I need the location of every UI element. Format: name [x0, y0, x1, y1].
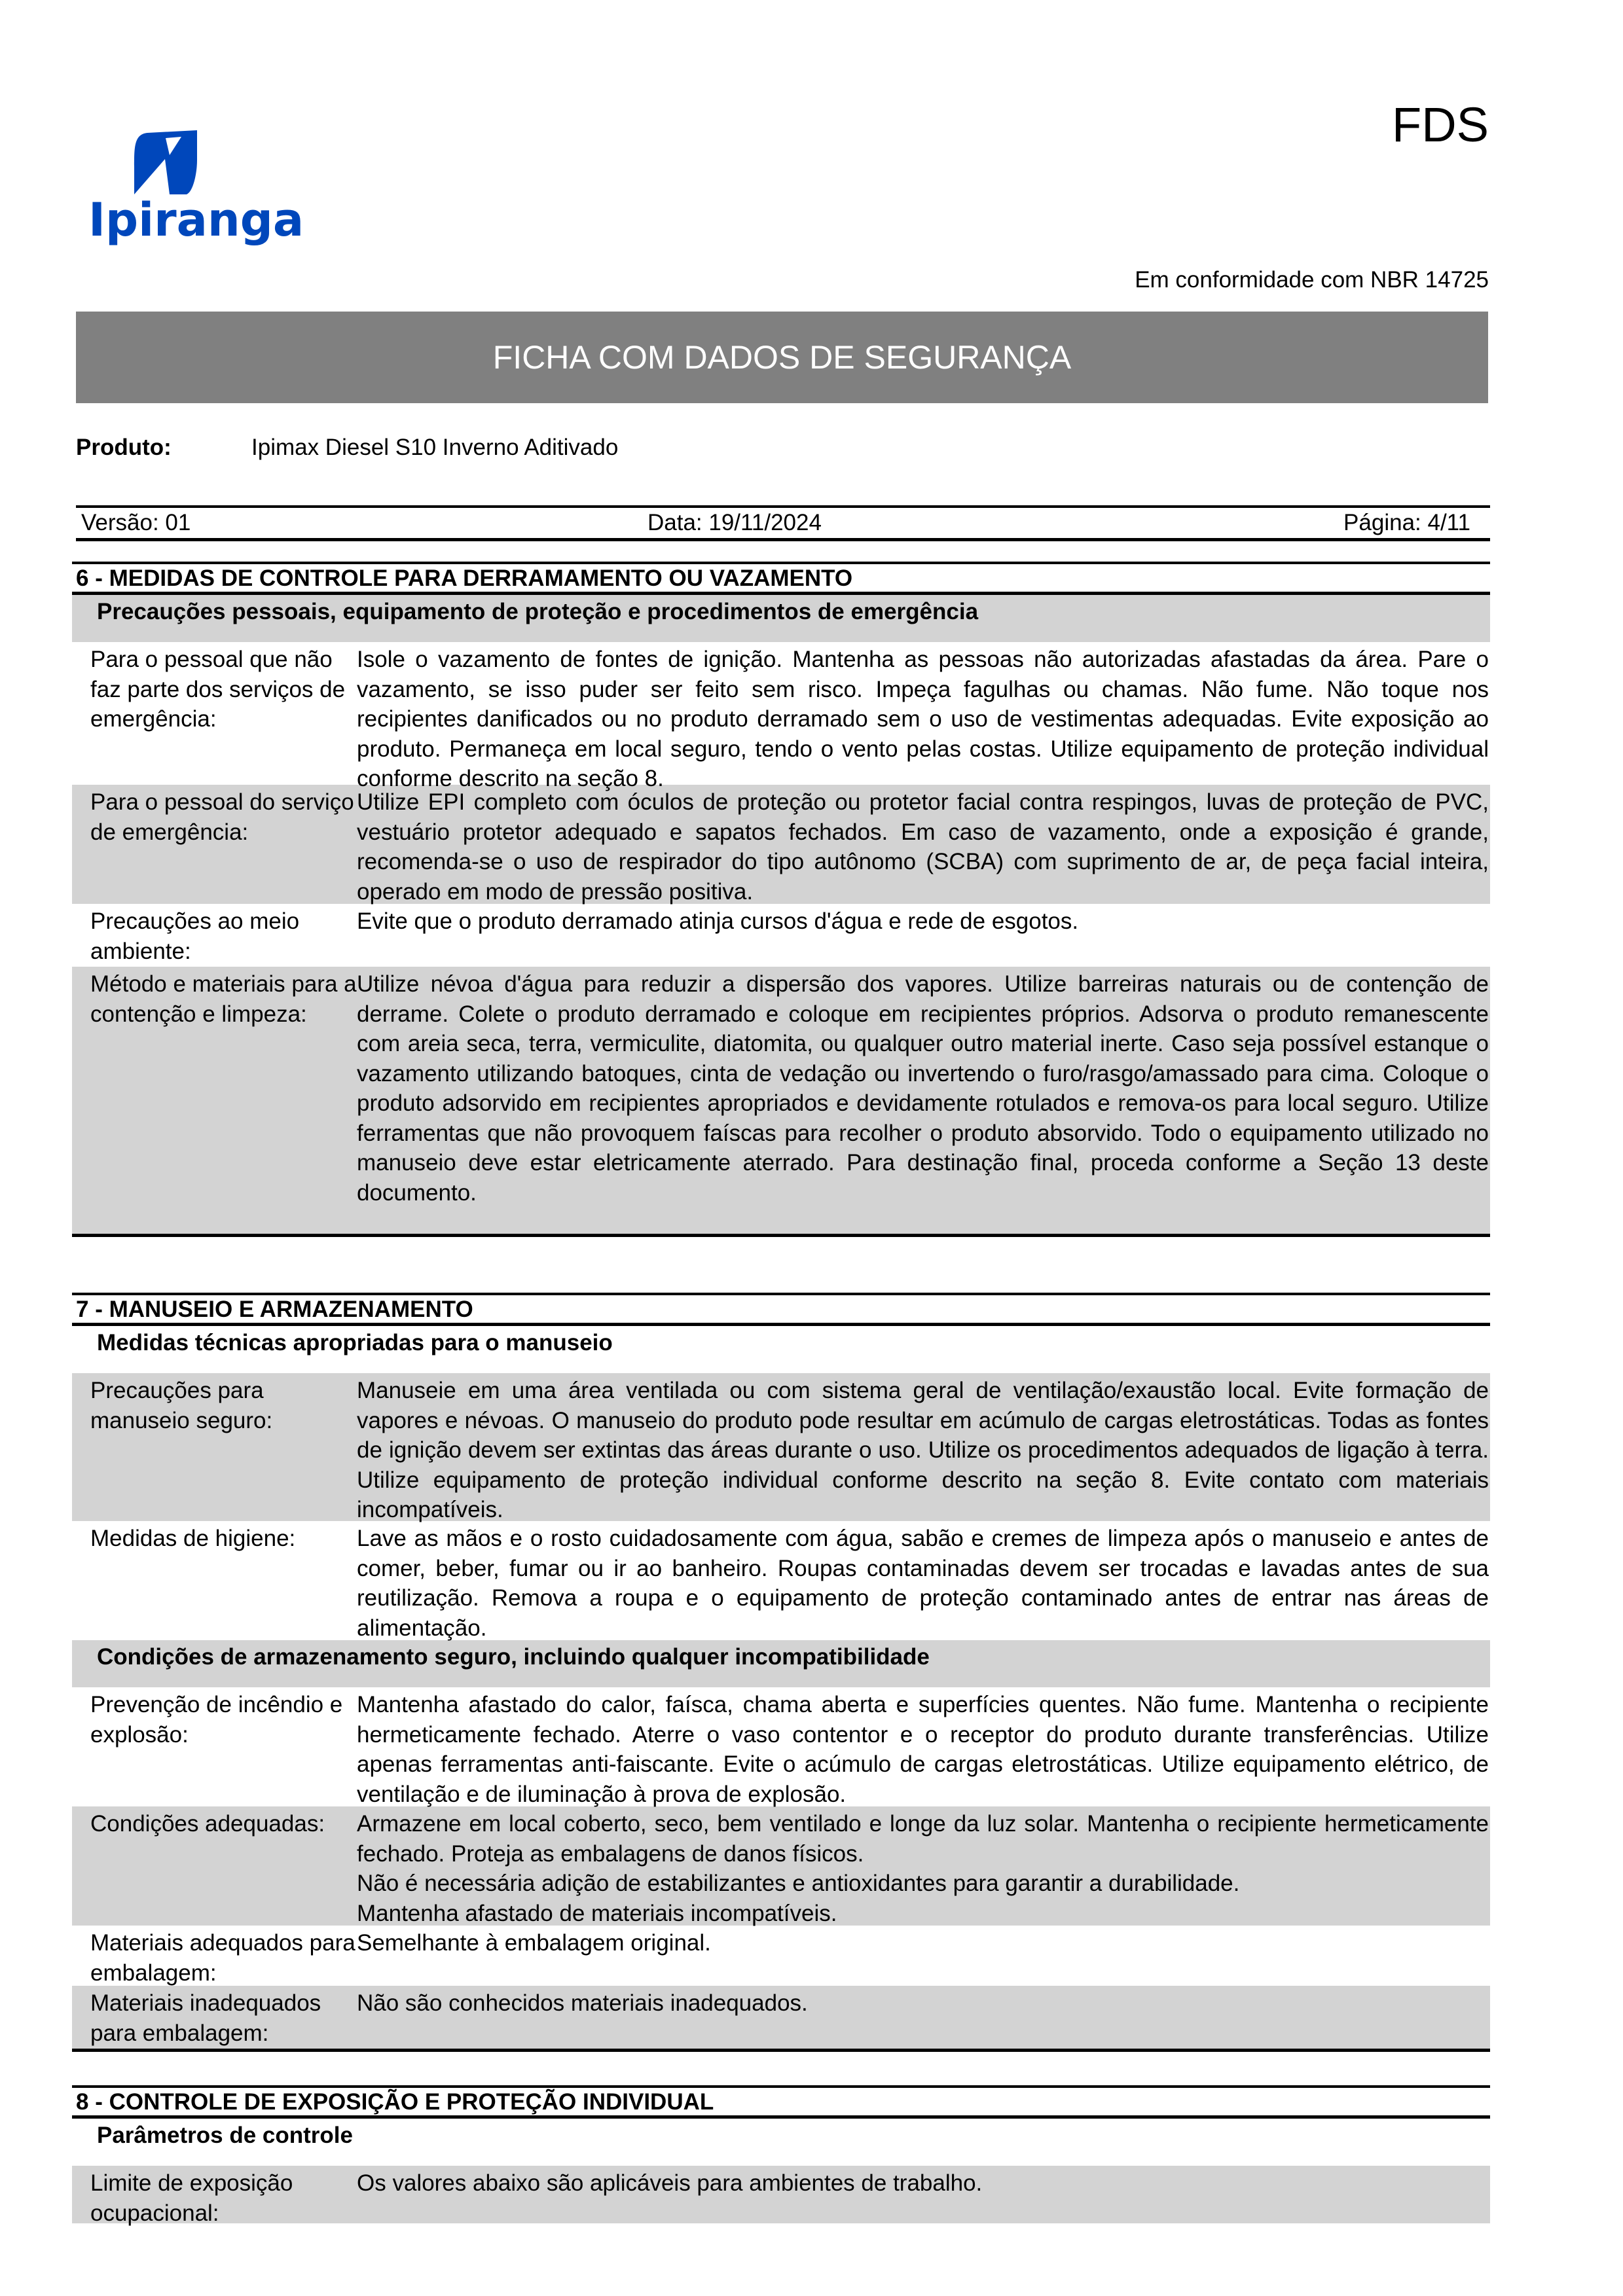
subsection-title: Medidas técnicas apropriadas para o manuseio: [97, 1330, 613, 1355]
row-value: Manuseie em uma área ventilada ou com sistema geral de ventilação/exaustão local. Evite formação de vapores e névoas. O manuseio do produto pode resultar em acúmulo de cargas eletrostáticas. Todas as fontes de ignição devem ser extintas das áreas durante o uso. Utilize os procedimentos adequados de ligação à terra. Utilize equipamento de proteção individual conforme descrito na seção 8. Evite contato com materiais incompatíveis.: [357, 1378, 1489, 1522]
table-row: [72, 1373, 1490, 1521]
date: Data: 19/11/2024: [647, 510, 822, 535]
row-value: Não são conhecidos materiais inadequados.: [357, 1990, 808, 2016]
row-value: [357, 1806, 1490, 1926]
section-6: [72, 562, 1490, 1237]
product-line: [76, 435, 618, 461]
section-title: 7 - MANUSEIO E ARMAZENAMENTO: [72, 1293, 1490, 1326]
value-line: Não é necessária adição de estabilizantes e antioxidantes para garantir a durabilidade.: [357, 1871, 1240, 1896]
section-title: 8 - CONTROLE DE EXPOSIÇÃO E PROTEÇÃO INDIVIDUAL: [72, 2085, 1490, 2119]
subsection-title: Precauções pessoais, equipamento de proteção e procedimentos de emergência: [72, 595, 1490, 642]
product-name: Ipimax Diesel S10 Inverno Aditivado: [251, 435, 619, 460]
table-row: [72, 2166, 1490, 2226]
table-row: [72, 1986, 1490, 2052]
ipiranga-logo: [82, 95, 304, 247]
section-title: 6 - MEDIDAS DE CONTROLE PARA DERRAMAMENTO OU VAZAMENTO: [72, 562, 1490, 595]
value-line: Armazene em local coberto, seco, bem ventilado e longe da luz solar. Mantenha o recipiente hermeticamente fechado. Proteja as embalagens de danos físicos.: [357, 1811, 1489, 1867]
version: Versão: 01: [81, 510, 191, 535]
section-7: [72, 1293, 1490, 2052]
row-label: Materiais adequados para embalagem:: [90, 1930, 356, 1986]
table-row: [72, 1926, 1490, 1986]
row-label: Para o pessoal do serviço de emergência:: [90, 789, 354, 845]
subsection-title: Parâmetros de controle: [97, 2123, 353, 2148]
ipiranga-logo-icon: [82, 95, 304, 247]
row-value: Utilize névoa d'água para reduzir a dispersão dos vapores. Utilize barreiras naturais ou de contenção de derrame. Colete o produto derramado e coloque em recipientes próprios. Adsorva o produto remanescente com areia seca, terra, vermiculite, diatomita, ou qualquer outro material inerte. Caso seja possível estanque o vazamento utilizando batoques, cinta de vedação ou invertendo o furo/rasgo/amassado para cima. Coloque o produto adsorvido em recipientes apropriados e devidamente rotulados e remova-os para local seguro. Utilize ferramentas que não provoquem faíscas para recolher o produto absorvido. Todo o equipamento utilizado no manuseio deve estar eletricamente aterrado. Para destinação final, proceda conforme a Seção 13 deste documento.: [357, 971, 1489, 1206]
row-value: Lave as mãos e o rosto cuidadosamente com água, sabão e cremes de limpeza após o manuseio e antes de comer, beber, fumar ou ir ao banheiro. Roupas contaminadas devem ser trocadas e lavadas antes de sua reutilização. Remova a roupa e o equipamento de proteção contaminado antes de entrar nas áreas de alimentação.: [357, 1526, 1489, 1641]
product-label: Produto:: [76, 435, 172, 460]
page-number: Página: 4/11: [1343, 510, 1470, 535]
value-line: Mantenha afastado de materiais incompatíveis.: [357, 1900, 837, 1926]
row-value: Mantenha afastado do calor, faísca, chama aberta e superfícies quentes. Não fume. Mantenha o recipiente hermeticamente fechado. Aterre o vaso contentor e o receptor do produto durante transferências. Utilize apenas ferramentas anti-faiscante. Evite o acúmulo de cargas eletrostáticas. Utilize equipamento elétrico, de ventilação e de iluminação à prova de explosão.: [357, 1692, 1489, 1807]
row-label: Método e materiais para a contenção e limpeza:: [90, 971, 357, 1027]
row-label: Materiais inadequados para embalagem:: [90, 1990, 321, 2046]
row-label: Limite de exposição ocupacional:: [90, 2170, 293, 2226]
document-title: FICHA COM DADOS DE SEGURANÇA: [492, 339, 1072, 376]
table-row: [72, 904, 1490, 967]
row-value: Utilize EPI completo com óculos de proteção ou protetor facial contra respingos, luvas de proteção de PVC, vestuário protetor adequado e sapatos fechados. Em caso de vazamento, onde a exposição é grande, recomenda-se o uso de respirador do tipo autônomo (SCBA) com suprimento de ar, de peça facial inteira, operado em modo de pressão positiva.: [357, 789, 1489, 905]
row-value: Isole o vazamento de fontes de ignição. Mantenha as pessoas não autorizadas afastadas da área. Pare o vazamento, se isso puder ser feito sem risco. Impeça fagulhas ou chamas. Não fume. Não toque nos recipientes danificados ou no produto derramado sem o uso de vestimentas adequadas. Evite exposição ao produto. Permaneça em local seguro, tendo o vento pelas costas. Utilize equipamento de proteção individual conforme descrito na seção 8.: [357, 647, 1489, 791]
table-row: [72, 785, 1490, 904]
row-label: Medidas de higiene:: [90, 1526, 296, 1551]
table-row: [72, 642, 1490, 791]
meta-bar: [76, 505, 1490, 541]
row-label: Precauções ao meio ambiente:: [90, 908, 300, 964]
table-row: [72, 1521, 1490, 1640]
row-label: Para o pessoal que não faz parte dos serviços de emergência:: [90, 647, 346, 732]
row-value: Os valores abaixo são aplicáveis para ambientes de trabalho.: [357, 2170, 983, 2196]
row-label: Prevenção de incêndio e explosão:: [90, 1692, 343, 1748]
doc-code: FDS: [1392, 98, 1489, 152]
subsection-title: Condições de armazenamento seguro, incluindo qualquer incompatibilidade: [72, 1640, 1490, 1687]
row-label: Precauções para manuseio seguro:: [90, 1378, 273, 1433]
table-row: [72, 1806, 1490, 1926]
table-row: [72, 1687, 1490, 1806]
section-8: [72, 2085, 1490, 2226]
row-value: Evite que o produto derramado atinja cursos d'água e rede de esgotos.: [357, 908, 1079, 934]
table-row: [72, 967, 1490, 1237]
row-label: Condições adequadas:: [90, 1811, 325, 1837]
brand-name: Ipiranga: [88, 193, 304, 247]
document-title-band: [76, 312, 1488, 403]
conformity-note: Em conformidade com NBR 14725: [1135, 267, 1489, 293]
row-value: Semelhante à embalagem original.: [357, 1930, 711, 1956]
